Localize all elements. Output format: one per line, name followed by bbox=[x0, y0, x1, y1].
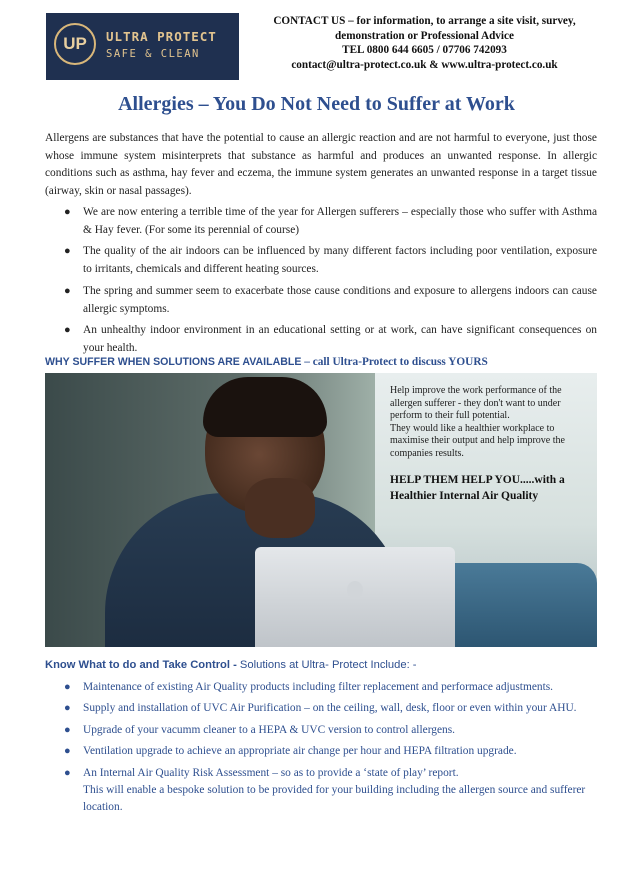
photo-caption bbox=[390, 385, 595, 461]
list-item bbox=[45, 722, 597, 739]
list-item bbox=[45, 283, 597, 318]
list-item-text: Ventilation upgrade to achieve an appropriate air change per hour and HEPA filtration upgrade. bbox=[83, 745, 517, 758]
list-item-text: An Internal Air Quality Risk Assessment – so as to provide a ‘state of play’ report. bbox=[83, 766, 459, 779]
photo-person-hair bbox=[203, 377, 327, 437]
bullet-icon: ● bbox=[64, 723, 71, 736]
photo-caption-1: Help improve the work performance of the allergen sufferer - they don't want to under perform to their full potential. bbox=[390, 385, 562, 422]
intro-paragraph: Allergens are substances that have the potential to cause an allergic reaction and are not harmful to everyone, just those whose immune system misinterprets that substance as harmful and produces an unwanted response. In allergic conditions such as asthma, hay fever and eczema, the immune system generates an unwanted response in a target tissue (airway, skin or nasal passages). bbox=[45, 132, 597, 198]
photo-caption-2: They would like a healthier workplace to maximise their output and help improve the companies results. bbox=[390, 422, 565, 459]
allergen-bullet-list bbox=[45, 204, 597, 362]
list-item-text: Upgrade of your vacumm cleaner to a HEPA & UVC version to control allergens. bbox=[83, 723, 456, 736]
bullet-icon: ● bbox=[64, 245, 71, 258]
solutions-heading bbox=[45, 659, 417, 671]
contact-line-2: demonstration or Professional Advice bbox=[335, 29, 514, 42]
logo-name: ULTRA PROTECT bbox=[106, 29, 217, 44]
photo-callout: HELP THEM HELP YOU.....with a Healthier Internal Air Quality bbox=[390, 474, 565, 502]
solutions-list bbox=[45, 679, 597, 821]
list-item-text: The spring and summer seem to exacerbate those cause conditions and exposure to allergens indoors can cause allergic symptoms. bbox=[83, 284, 597, 315]
list-item-text: An unhealthy indoor environment in an educational setting or at work, can have significant consequences on your health. bbox=[83, 324, 597, 354]
solutions-note: This will enable a bespoke solution to be provided for your building including the allergen source and sufferer location. bbox=[83, 784, 586, 814]
why-heading-text: WHY SUFFER WHEN SOLUTIONS ARE AVAILABLE bbox=[45, 356, 302, 368]
contact-email-web[interactable]: contact@ultra-protect.co.uk & www.ultra-protect.co.uk bbox=[291, 58, 558, 71]
list-item bbox=[45, 700, 597, 717]
list-item bbox=[45, 243, 597, 278]
bullet-icon: ● bbox=[64, 766, 71, 779]
bullet-icon: ● bbox=[64, 206, 71, 218]
contact-phone: TEL 0800 644 6605 / 07706 742093 bbox=[342, 44, 507, 56]
company-logo bbox=[46, 13, 239, 80]
list-item bbox=[45, 322, 597, 357]
list-item bbox=[45, 765, 597, 817]
why-suffer-heading bbox=[45, 356, 488, 368]
list-item-text: We are now entering a terrible time of the year for Allergen sufferers – especially those who suffer with Asthma & Hay fever. (For some its perennial of course) bbox=[83, 206, 597, 236]
list-item-text: The quality of the air indoors can be influenced by many different factors including poor ventilation, exposure to irritants, chemicals and different heating sources. bbox=[83, 245, 597, 276]
laptop-logo-icon bbox=[347, 581, 363, 599]
photo-person-hand bbox=[245, 478, 315, 538]
page-title: Allergies – You Do Not Need to Suffer at Work bbox=[118, 93, 515, 115]
coughing-man-photo bbox=[45, 373, 597, 647]
contact-line-1: CONTACT US – for information, to arrange a site visit, survey, bbox=[273, 15, 576, 27]
list-item bbox=[45, 204, 597, 239]
list-item-text: Supply and installation of UVC Air Purification – on the ceiling, wall, desk, floor or even within your AHU. bbox=[83, 702, 577, 715]
solutions-heading-bold: Know What to do and Take Control - bbox=[45, 659, 237, 671]
list-item bbox=[45, 743, 597, 760]
list-item-text: Maintenance of existing Air Quality products including filter replacement and performace adjustments. bbox=[83, 681, 554, 693]
bullet-icon: ● bbox=[64, 681, 71, 693]
list-item bbox=[45, 679, 597, 696]
photo-laptop bbox=[255, 547, 455, 647]
solutions-heading-sub: Solutions at Ultra- Protect Include: - bbox=[236, 659, 417, 671]
logo-monogram: UP bbox=[54, 23, 96, 65]
bullet-icon: ● bbox=[64, 702, 71, 715]
bullet-icon: ● bbox=[64, 745, 71, 758]
bullet-icon: ● bbox=[64, 284, 71, 297]
logo-tagline: SAFE & CLEAN bbox=[106, 48, 200, 60]
why-call-text: – call Ultra-Protect to discuss YOURS bbox=[301, 356, 488, 368]
bullet-icon: ● bbox=[64, 324, 71, 337]
contact-block bbox=[252, 14, 597, 72]
